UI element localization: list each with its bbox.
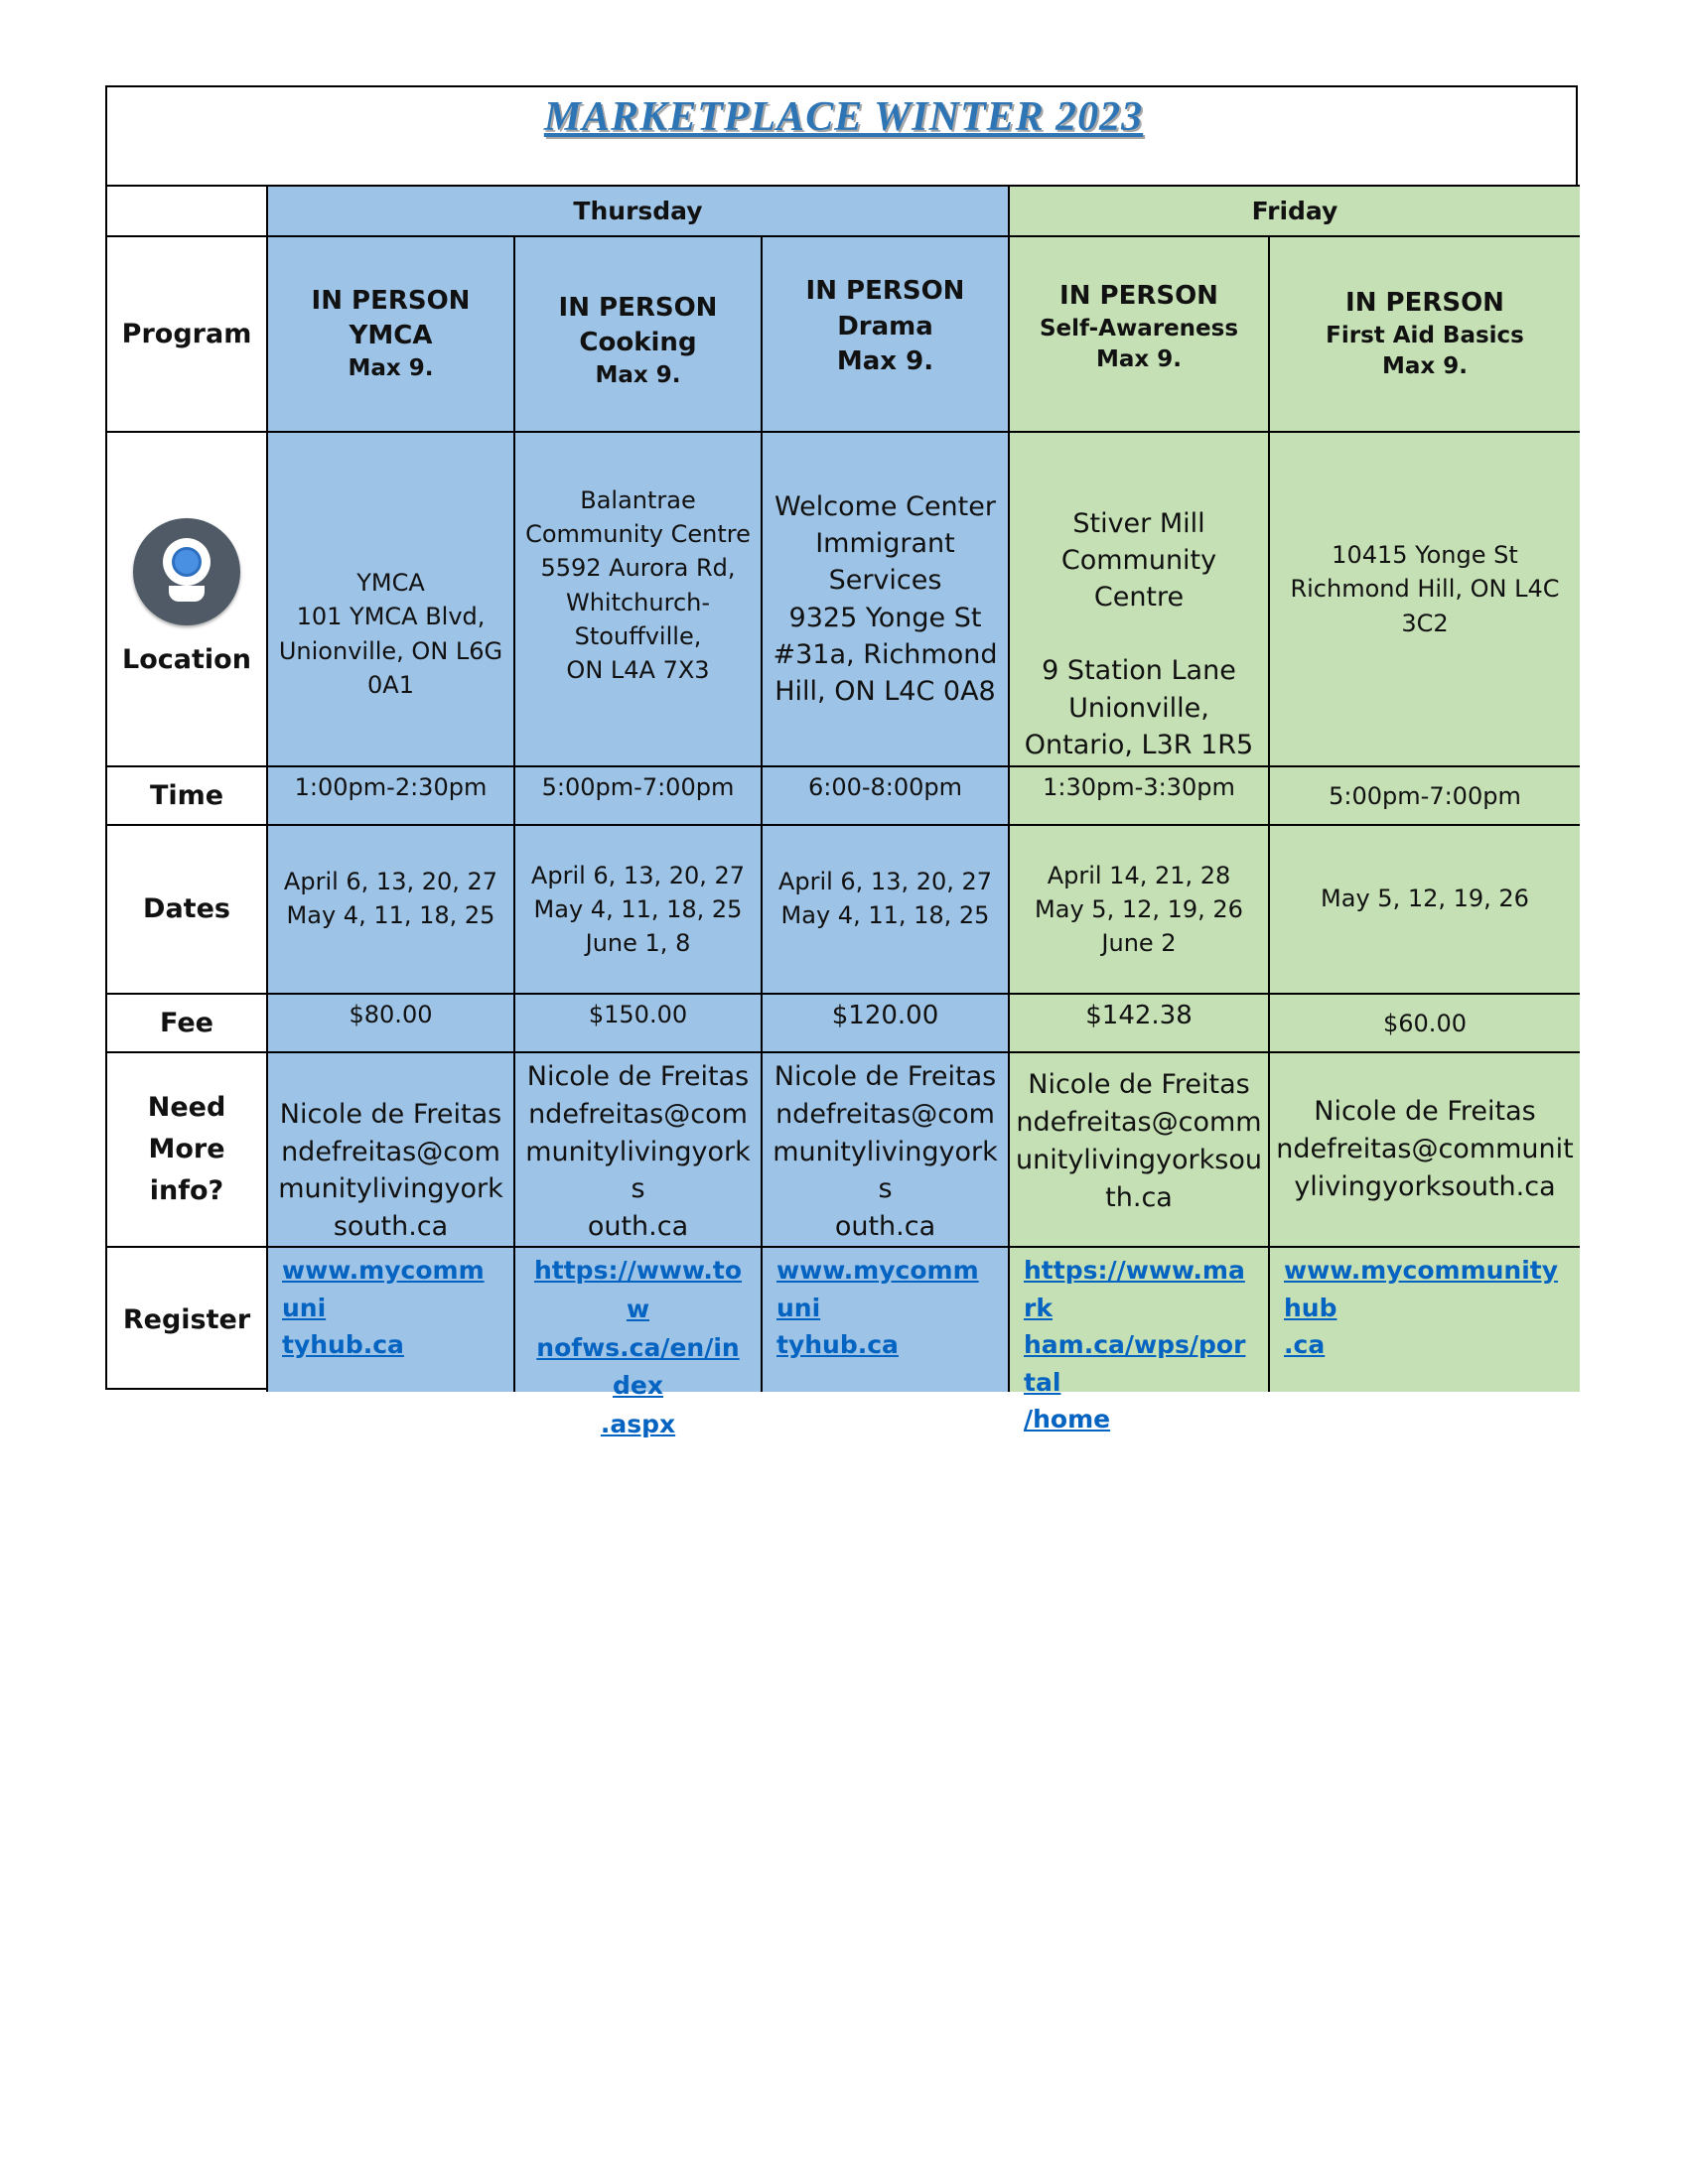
fee-cell-5: $60.00 <box>1270 995 1580 1053</box>
contact-email-line: munitylivingyorks <box>525 1136 751 1205</box>
location-line: 3C2 <box>1401 609 1449 637</box>
program-max: Max 9. <box>836 346 934 377</box>
contact-name: Nicole de Freitas <box>1028 1069 1250 1101</box>
program-cell-3 <box>763 237 1010 433</box>
register-cell-5 <box>1270 1248 1580 1392</box>
location-line: Community <box>1060 544 1217 576</box>
location-cell-2 <box>515 433 763 767</box>
program-name: Self-Awareness <box>1039 315 1239 341</box>
register-link[interactable]: www.mycommuni tyhub.ca <box>776 1256 979 1359</box>
location-line: #31a, Richmond <box>773 638 998 670</box>
contact-email-line: ndefreitas@com <box>775 1098 995 1130</box>
contact-cell-3 <box>763 1053 1010 1248</box>
register-link[interactable]: https://www.mark ham.ca/wps/portal /home <box>1024 1256 1246 1433</box>
location-line: Balantrae <box>580 486 696 515</box>
contact-email-line: ndefreitas@communit <box>1276 1134 1574 1165</box>
row-label-fee: Fee <box>107 995 268 1053</box>
location-line: 9 Station Lane <box>1042 655 1236 687</box>
contact-name: Nicole de Freitas <box>774 1061 997 1093</box>
contact-cell-4 <box>1010 1053 1270 1248</box>
location-line: Centre <box>1093 582 1185 613</box>
fee-cell-4: $142.38 <box>1010 995 1270 1053</box>
dates-line: May 4, 11, 18, 25 <box>780 901 990 929</box>
row-label-info-line: More <box>148 1134 225 1165</box>
corner-cell <box>107 187 268 237</box>
dates-cell-3 <box>763 826 1010 995</box>
program-cell-1 <box>268 237 515 433</box>
time-cell-5: 5:00pm-7:00pm <box>1270 767 1580 826</box>
program-mode: IN PERSON <box>558 292 718 323</box>
location-line: Richmond Hill, ON L4C <box>1290 575 1560 604</box>
row-label-info-line: info? <box>149 1174 224 1206</box>
program-name: Cooking <box>579 327 697 357</box>
program-max: Max 9. <box>1382 353 1468 380</box>
contact-cell-5 <box>1270 1053 1580 1248</box>
contact-email-line: munitylivingyork <box>278 1173 503 1205</box>
location-line: Whitchurch- <box>565 588 711 616</box>
row-label-program: Program <box>107 237 268 433</box>
fee-cell-2: $150.00 <box>515 995 763 1053</box>
dates-line: May 4, 11, 18, 25 <box>286 901 495 929</box>
time-cell-4: 1:30pm-3:30pm <box>1010 767 1270 826</box>
fee-cell-1: $80.00 <box>268 995 515 1053</box>
contact-email-line: outh.ca <box>587 1211 689 1243</box>
program-max: Max 9. <box>348 355 434 382</box>
program-max: Max 9. <box>1096 346 1182 373</box>
location-line: Hill, ON L4C 0A8 <box>774 676 996 707</box>
row-label-info-cell <box>107 1053 268 1248</box>
schedule-table <box>105 85 1578 1438</box>
contact-email-line: munitylivingyorks <box>773 1136 998 1205</box>
dates-line: June 1, 8 <box>585 929 691 958</box>
program-cell-2 <box>515 237 763 433</box>
dates-line: April 6, 13, 20, 27 <box>777 867 993 895</box>
row-label-info-line: Need <box>147 1092 226 1124</box>
location-line: Ontario, L3R 1R5 <box>1024 729 1254 760</box>
row-label-dates: Dates <box>107 826 268 995</box>
dates-cell-5 <box>1270 826 1580 995</box>
dates-cell-1 <box>268 826 515 995</box>
register-link[interactable]: www.mycommuni tyhub.ca <box>282 1256 485 1359</box>
contact-email-line: ndefreitas@com <box>528 1098 748 1130</box>
dates-line: May 5, 12, 19, 26 <box>1321 884 1529 912</box>
location-line: 101 YMCA Blvd, <box>296 603 486 631</box>
contact-email-line: south.ca <box>333 1211 449 1243</box>
location-cell-3 <box>763 433 1010 767</box>
location-spacer <box>1025 615 1253 652</box>
page-title: MARKETPLACE WINTER 2023 <box>543 94 1144 140</box>
contact-name: Nicole de Freitas <box>526 1061 750 1093</box>
program-mode: IN PERSON <box>1059 280 1218 311</box>
webcam-icon <box>133 518 240 625</box>
register-link[interactable]: www.mycommunityhub .ca <box>1284 1256 1559 1359</box>
program-max: Max 9. <box>595 362 681 389</box>
dates-line: April 6, 13, 20, 27 <box>283 867 498 895</box>
location-cell-1 <box>268 433 515 767</box>
fee-cell-3: $120.00 <box>763 995 1010 1053</box>
contact-name: Nicole de Freitas <box>1314 1096 1536 1128</box>
location-line: Unionville, <box>1068 692 1209 724</box>
dates-line: April 14, 21, 28 <box>1047 861 1231 889</box>
contact-cell-1 <box>268 1053 515 1248</box>
register-cell-1 <box>268 1248 515 1392</box>
dates-line: May 5, 12, 19, 26 <box>1035 894 1243 923</box>
dates-line: May 4, 11, 18, 25 <box>533 894 743 923</box>
location-line: 9325 Yonge St <box>788 602 982 633</box>
row-label-register: Register <box>107 1248 268 1392</box>
contact-email-line: ylivingyorksouth.ca <box>1294 1170 1556 1202</box>
program-name: First Aid Basics <box>1326 322 1524 348</box>
location-cell-5 <box>1270 433 1580 767</box>
location-line: 10415 Yonge St <box>1332 541 1518 570</box>
contact-email-line: unitylivingyorksou <box>1016 1145 1262 1175</box>
location-cell-4 <box>1010 433 1270 767</box>
program-name: Drama <box>837 311 933 341</box>
location-line: Stouffville, <box>574 621 702 650</box>
day-header-friday: Friday <box>1010 187 1580 237</box>
location-line: 5592 Aurora Rd, <box>540 554 736 583</box>
location-line: Unionville, ON L6G <box>278 636 503 665</box>
program-mode: IN PERSON <box>805 276 965 307</box>
contact-email-line: ndefreitas@com <box>281 1136 500 1167</box>
register-cell-3 <box>763 1248 1010 1392</box>
contact-email-line: ndefreitas@comm <box>1016 1107 1262 1139</box>
program-name: YMCA <box>349 320 433 350</box>
dates-line: April 6, 13, 20, 27 <box>530 861 746 889</box>
row-label-location-cell <box>107 433 268 767</box>
contact-name: Nicole de Freitas <box>279 1098 502 1130</box>
location-line: Immigrant <box>815 528 955 559</box>
program-mode: IN PERSON <box>311 285 471 316</box>
row-label-location: Location <box>122 643 251 675</box>
location-line: YMCA <box>356 569 425 598</box>
day-header-thursday: Thursday <box>268 187 1010 237</box>
contact-email-line: outh.ca <box>834 1211 936 1243</box>
time-cell-1: 1:00pm-2:30pm <box>268 767 515 826</box>
register-cell-4 <box>1010 1248 1270 1433</box>
time-cell-2: 5:00pm-7:00pm <box>515 767 763 826</box>
program-cell-4 <box>1010 237 1270 433</box>
location-line: Community Centre <box>525 520 751 549</box>
register-cell-2 <box>515 1248 763 1438</box>
location-line: Stiver Mill <box>1072 507 1205 539</box>
location-line: Welcome Center <box>774 490 996 522</box>
row-label-time: Time <box>107 767 268 826</box>
program-mode: IN PERSON <box>1345 287 1504 318</box>
dates-line: June 2 <box>1101 929 1177 958</box>
program-cell-5 <box>1270 237 1580 433</box>
dates-cell-4 <box>1010 826 1270 995</box>
time-cell-3: 6:00-8:00pm <box>763 767 1010 826</box>
title-cell <box>107 87 1580 187</box>
dates-cell-2 <box>515 826 763 995</box>
location-line: 0A1 <box>367 670 414 699</box>
register-link[interactable]: https://www.tow nofws.ca/en/index .aspx <box>533 1256 743 1438</box>
location-line: ON L4A 7X3 <box>566 655 710 684</box>
location-line: Services <box>828 565 942 597</box>
contact-cell-2 <box>515 1053 763 1248</box>
contact-email-line: th.ca <box>1105 1181 1173 1213</box>
